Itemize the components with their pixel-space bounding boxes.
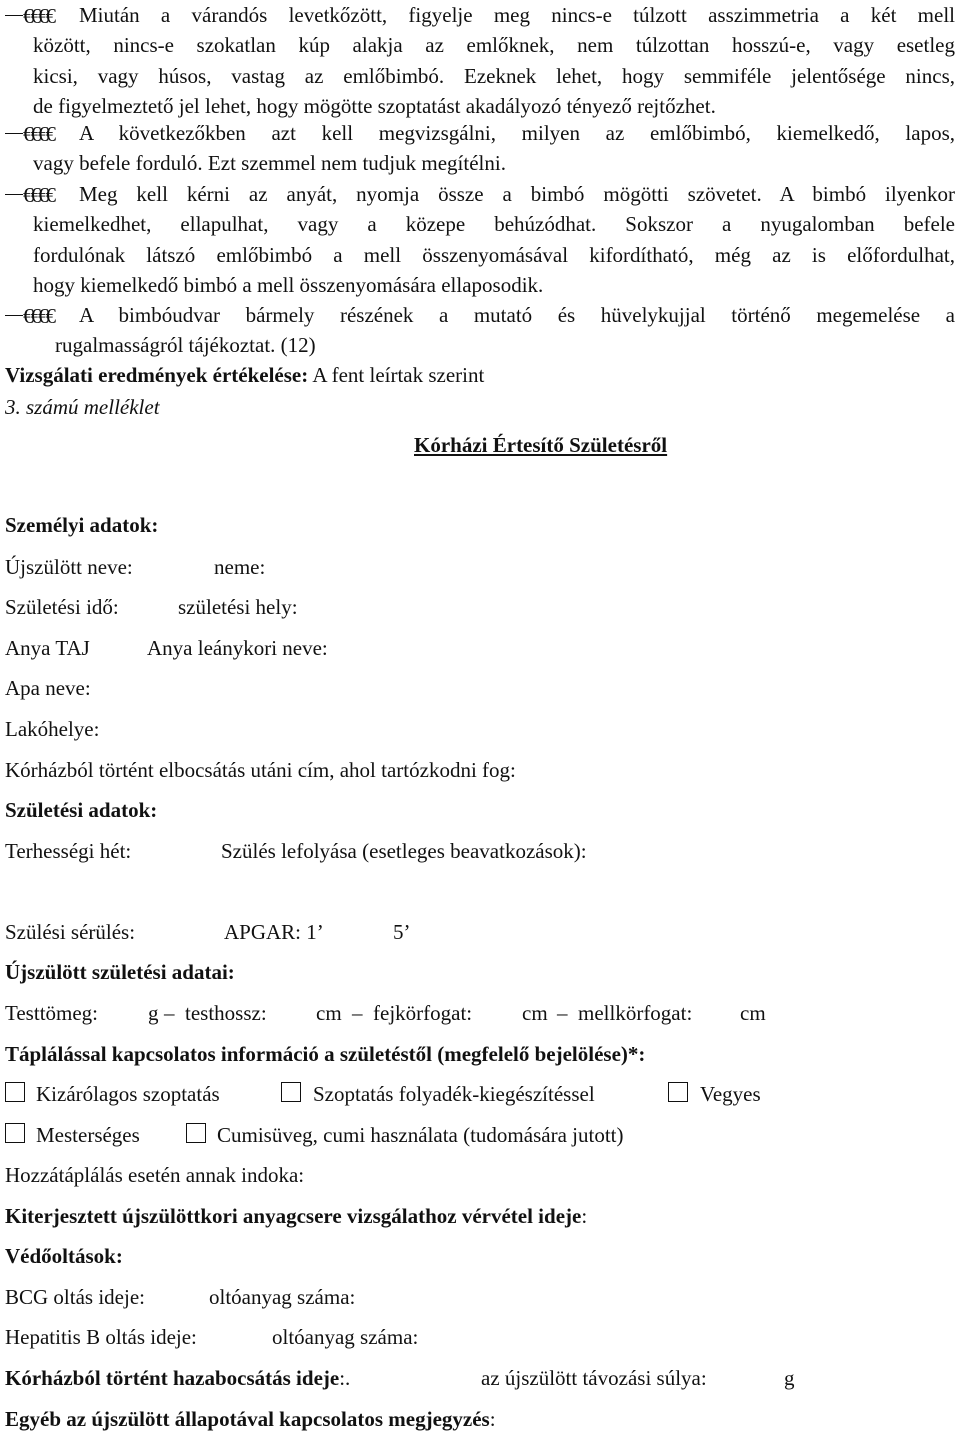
evaluation-line bbox=[5, 365, 484, 386]
field-length-label: testhossz: bbox=[185, 1001, 267, 1025]
instruction-text: Miután a várandós levetkőzött, figyelje meg nincs-e túlzott asszimmetria a két mell bbox=[79, 3, 955, 27]
form-title: Kórházi Értesítő Születésről bbox=[414, 433, 668, 457]
instruction-text: vagy befele forduló. Ezt szemmel nem tudjuk megítélni. bbox=[33, 151, 506, 176]
instruction-text: között, nincs-e szokatlan kúp alakja az emlőknek, nem túlzottan hosszú-e, vagy esetleg bbox=[33, 33, 955, 58]
field-birth-place-label: születési hely: bbox=[178, 595, 298, 619]
bullet-marker: €€€€ bbox=[5, 183, 77, 203]
instruction-text: hogy kiemelkedő bimbó a mell összenyomására ellaposodik. bbox=[33, 273, 544, 298]
annex-label: 3. számú melléklet bbox=[5, 395, 160, 419]
field-discharge-address-label: Kórházból történt elbocsátás utáni cím, ahol tartózkodni fog: bbox=[5, 758, 516, 782]
field-hepb-label: Hepatitis B oltás ideje: bbox=[5, 1325, 197, 1349]
field-bcg-label: BCG oltás ideje: bbox=[5, 1285, 145, 1309]
field-gestation-week-label: Terhességi hét: bbox=[5, 839, 132, 863]
unit-g: g bbox=[784, 1366, 795, 1390]
instruction-item-areola bbox=[5, 300, 955, 361]
option-label: Szoptatás folyadék-kiegészítéssel bbox=[313, 1082, 595, 1106]
field-apgar-label: APGAR: 1’ bbox=[224, 920, 324, 944]
instruction-text: kicsi, vagy húsos, vastag az emlőbimbó. Ezeknek lehet, hogy semmiféle jelentősége nincs, bbox=[33, 63, 955, 88]
bullet-marker: €€€€ bbox=[5, 304, 77, 324]
option-label: Vegyes bbox=[700, 1082, 761, 1106]
checkbox-bottle-pacifier[interactable] bbox=[186, 1123, 206, 1143]
option-label: Cumisüveg, cumi használata (tudomására jutott) bbox=[217, 1123, 624, 1147]
field-discharge-time: Kórházból történt hazabocsátás ideje:. bbox=[5, 1366, 351, 1390]
field-discharge-weight-label: az újszülött távozási súlya: bbox=[481, 1366, 707, 1390]
field-delivery-course-label: Szülés lefolyása (esetleges beavatkozások): bbox=[221, 839, 587, 863]
field-metabolic-screening: Kiterjesztett újszülöttkori anyagcsere vizsgálathoz vérvétel ideje: bbox=[5, 1204, 588, 1228]
option-label: Kizárólagos szoptatás bbox=[36, 1082, 220, 1106]
section-heading-newborn: Újszülött születési adatai: bbox=[5, 960, 235, 984]
field-apgar-5-label: 5’ bbox=[393, 920, 411, 944]
instruction-item-nipple-shape bbox=[5, 118, 955, 179]
section-heading-personal: Személyi adatok: bbox=[5, 513, 159, 537]
field-mother-taj-label: Anya TAJ bbox=[5, 636, 90, 660]
checkbox-mixed[interactable] bbox=[668, 1082, 688, 1102]
checkbox-formula[interactable] bbox=[5, 1123, 25, 1143]
field-weight-label: Testtömeg: bbox=[5, 1001, 99, 1025]
unit-cm: cm bbox=[316, 1001, 342, 1025]
section-heading-vaccinations: Védőoltások: bbox=[5, 1244, 123, 1268]
instruction-item-compression bbox=[5, 179, 955, 301]
field-supplement-reason-label: Hozzátáplálás esetén annak indoka: bbox=[5, 1163, 305, 1187]
field-birth-time-label: Születési idő: bbox=[5, 595, 119, 619]
bullet-marker: €€€€ bbox=[5, 122, 77, 142]
field-sex-label: neme: bbox=[214, 555, 266, 579]
field-newborn-name-label: Újszülött neve: bbox=[5, 555, 133, 579]
field-mother-maiden-label: Anya leánykori neve: bbox=[147, 636, 328, 660]
instruction-text: fordulónak látszó emlőbimbó a mell összenyomásával kifordítható, még az is előfordulhat, bbox=[33, 242, 955, 267]
separator-dash: – bbox=[164, 1001, 175, 1025]
field-chest-circ-label: mellkörfogat: bbox=[578, 1001, 693, 1025]
metabolic-label: Kiterjesztett újszülöttkori anyagcsere vizsgálathoz vérvétel ideje bbox=[5, 1204, 582, 1228]
unit-cm: cm bbox=[740, 1001, 766, 1025]
checkbox-breastfeeding-supplement[interactable] bbox=[281, 1082, 301, 1102]
instruction-text: rugalmasságról tájékoztat. (12) bbox=[55, 333, 316, 358]
option-label: Mesterséges bbox=[36, 1123, 140, 1147]
instruction-text: de figyelmeztető jel lehet, hogy mögötte szoptatást akadályozó tényező rejtőzhet. bbox=[33, 94, 716, 119]
section-heading-feeding: Táplálással kapcsolatos információ a születéstől (megfelelő bejelölése)*: bbox=[5, 1042, 646, 1066]
field-residence-label: Lakóhelye: bbox=[5, 717, 100, 741]
field-birth-injury-label: Szülési sérülés: bbox=[5, 920, 136, 944]
field-hepb-lot-label: oltóanyag száma: bbox=[272, 1325, 419, 1349]
instruction-text: Meg kell kérni az anyát, nyomja össze a bimbó mögötti szövetet. A bimbó ilyenkor bbox=[79, 182, 955, 206]
bullet-marker: €€€€ bbox=[5, 4, 77, 24]
instruction-text: A következőkben azt kell megvizsgálni, milyen az emlőbimbó, kiemelkedő, lapos, bbox=[79, 121, 955, 145]
field-head-circ-label: fejkörfogat: bbox=[373, 1001, 473, 1025]
field-other-remarks: Egyéb az újszülött állapotával kapcsolatos megjegyzés: bbox=[5, 1407, 496, 1431]
separator-dash: – bbox=[557, 1001, 568, 1025]
other-remarks-label: Egyéb az újszülött állapotával kapcsolatos megjegyzés bbox=[5, 1407, 490, 1431]
unit-cm: cm bbox=[522, 1001, 548, 1025]
section-heading-birth: Születési adatok: bbox=[5, 798, 158, 822]
instruction-item-asymmetry bbox=[5, 0, 955, 122]
checkbox-exclusive-breastfeeding[interactable] bbox=[5, 1082, 25, 1102]
unit-g: g bbox=[148, 1001, 159, 1025]
evaluation-text: A fent leírtak szerint bbox=[308, 363, 485, 387]
evaluation-label: Vizsgálati eredmények értékelése: bbox=[5, 363, 309, 387]
separator-dash: – bbox=[352, 1001, 363, 1025]
field-father-name-label: Apa neve: bbox=[5, 676, 91, 700]
instruction-text: A bimbóudvar bármely részének a mutató és hüvelykujjal történő megemelése a bbox=[79, 303, 955, 327]
instruction-text: kiemelkedhet, ellapulhat, vagy a közepe behúzódhat. Sokszor a nyugalomban befele bbox=[33, 212, 955, 237]
field-bcg-lot-label: oltóanyag száma: bbox=[209, 1285, 356, 1309]
discharge-label: Kórházból történt hazabocsátás ideje bbox=[5, 1366, 340, 1390]
